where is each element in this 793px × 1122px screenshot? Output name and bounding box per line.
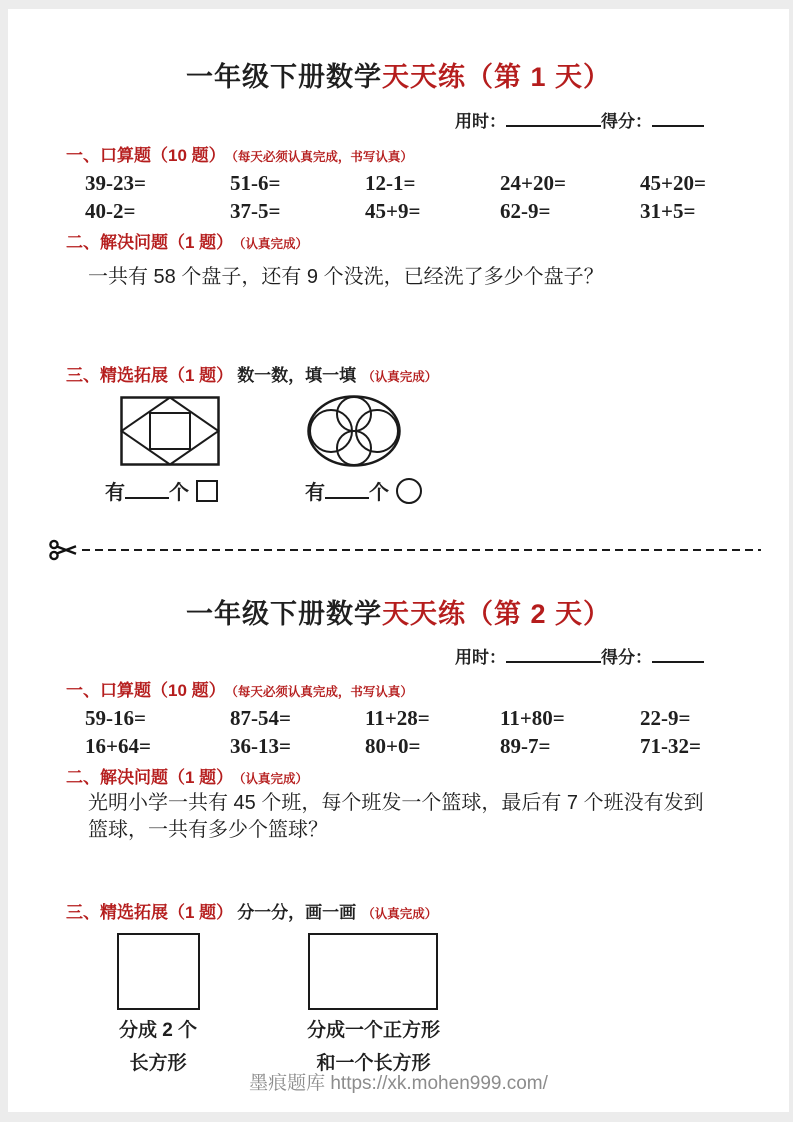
equation: 62-9= (500, 199, 551, 223)
equation: 87-54= (230, 706, 291, 730)
caption-suffix: 个 (169, 482, 189, 504)
left-figure-caption-line-1: 分成 2 个 (118, 1020, 198, 1041)
day-2-time-score-row (455, 643, 704, 668)
squares-counting-figure (120, 396, 220, 466)
day-1-section-1-note: （每天必须认真完成，书写认真） (231, 150, 413, 164)
day-1-score-label: 得分： (601, 112, 652, 131)
equation: 71-32= (640, 734, 701, 758)
day-2-section-1-heading (66, 676, 413, 701)
day-2-title-red: 天天练（第 2 天） (381, 599, 612, 629)
equation: 59-16= (85, 706, 146, 730)
right-figure-caption-line-2: 和一个长方形 (316, 1053, 431, 1074)
equation: 11+28= (365, 706, 430, 730)
equation: 12-1= (365, 171, 416, 195)
cut-here-divider (48, 538, 761, 562)
day-2-time-blank (506, 647, 601, 663)
day-2-section-2-heading (66, 763, 308, 788)
day-2-score-blank (652, 647, 704, 663)
worksheet-page (8, 9, 789, 1112)
day-2-word-problem: 光明小学一共有 45 个班，每个班发一个篮球，最后有 7 个班没有发到篮球，一共有多少个篮球？ (88, 792, 704, 841)
equation: 89-7= (500, 734, 551, 758)
equation: 31+5= (640, 199, 696, 223)
day-1-section-3-title: 三、精选拓展（1 题） (66, 366, 234, 385)
watermark-footer: 墨痕题库 https://xk.mohen999.com/ (249, 1073, 548, 1094)
caption-prefix: 有 (305, 482, 325, 504)
equation: 22-9= (640, 706, 691, 730)
equation: 45+9= (365, 199, 421, 223)
day-1-time-label: 用时： (455, 112, 506, 131)
equation: 39-23= (85, 171, 146, 195)
day-1-section-1-heading (66, 141, 413, 166)
equation: 40-2= (85, 199, 136, 223)
rectangle-to-divide-figure (308, 933, 438, 1010)
day-1-section-3-task: 数一数，填一填 (237, 366, 357, 385)
equation: 11+80= (500, 706, 565, 730)
equation: 45+20= (640, 171, 706, 195)
day-1-title (8, 55, 789, 94)
day-2-title (8, 592, 789, 631)
square-shape-icon (196, 480, 218, 502)
day-2-oral-row-2 (85, 734, 769, 759)
day-2-title-black: 一年级下册数学 (185, 599, 382, 629)
day-1-oral-row-1 (85, 171, 769, 196)
day-2-section-3-title: 三、精选拓展（1 题） (66, 903, 234, 922)
day-2-section-2-title: 二、解决问题（1 题） (66, 768, 234, 787)
equation: 80+0= (365, 734, 421, 758)
equation: 51-6= (230, 171, 281, 195)
answer-blank (125, 483, 169, 499)
day-1-section-3-note: （认真完成） (362, 370, 438, 384)
day-2-oral-row-1 (85, 706, 769, 731)
day-2-section-3-heading (66, 898, 437, 923)
day-1-time-blank (506, 111, 601, 127)
day-2-time-label: 用时： (455, 648, 506, 667)
answer-blank (325, 483, 369, 499)
day-2-section-1-title: 一、口算题（10 题） (66, 681, 226, 700)
day-1-section-1-title: 一、口算题（10 题） (66, 146, 226, 165)
square-count-caption (105, 476, 218, 505)
day-1-section-2-note: （认真完成） (239, 237, 308, 251)
caption-prefix: 有 (105, 482, 125, 504)
equation: 37-5= (230, 199, 281, 223)
day-1-title-black: 一年级下册数学 (185, 62, 382, 92)
day-1-section-3-heading (66, 361, 437, 386)
day-2-score-label: 得分： (601, 648, 652, 667)
day-1-title-red: 天天练（第 1 天） (381, 62, 612, 92)
day-2-section-2-note: （认真完成） (239, 772, 308, 786)
day-2-section-3-task: 分一分，画一画 (237, 903, 357, 922)
day-1-time-score-row (455, 107, 704, 132)
day-1-score-blank (652, 111, 704, 127)
day-2-section-3-note: （认真完成） (362, 907, 438, 921)
day-2-section-1-note: （每天必须认真完成，书写认真） (231, 685, 413, 699)
day-1-oral-row-2 (85, 199, 769, 224)
circle-shape-icon (396, 478, 422, 504)
equation: 24+20= (500, 171, 566, 195)
left-figure-caption-line-2: 长方形 (129, 1053, 187, 1074)
day-1-section-2-heading (66, 228, 308, 253)
equation: 16+64= (85, 734, 151, 758)
scissors-icon (48, 538, 78, 562)
right-figure-caption-line-1: 分成一个正方形 (306, 1020, 440, 1041)
circle-count-caption (305, 476, 422, 505)
square-to-divide-figure (117, 933, 200, 1010)
day-1-section-2-title: 二、解决问题（1 题） (66, 233, 234, 252)
circles-counting-figure (306, 394, 402, 468)
dashed-cut-line (82, 549, 761, 552)
caption-suffix: 个 (369, 482, 389, 504)
equation: 36-13= (230, 734, 291, 758)
day-1-word-problem: 一共有 58 个盘子，还有 9 个没洗，已经洗了多少个盘子？ (88, 266, 604, 288)
